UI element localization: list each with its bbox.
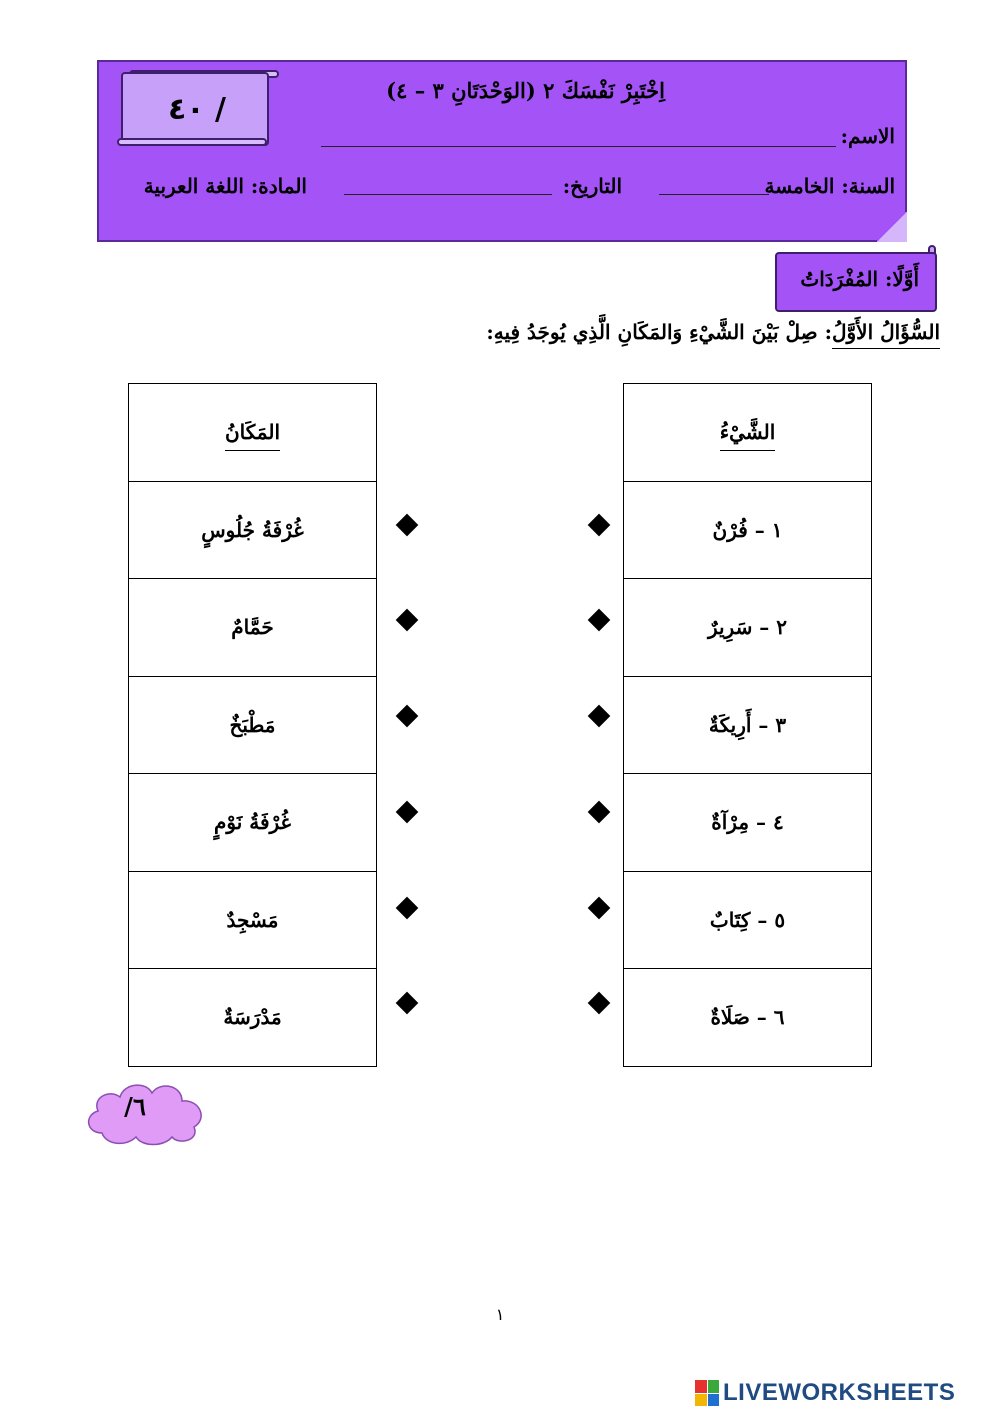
question-line — [486, 320, 940, 344]
thing-match-dot[interactable] — [588, 514, 611, 537]
subject-label: المادة: اللغة العربية — [143, 174, 307, 198]
thing-item: ٣ – أَرِيكَةٌ — [624, 676, 872, 774]
place-match-dot[interactable] — [396, 514, 419, 537]
thing-item: ١ – فُرْنٌ — [624, 481, 872, 579]
scroll-roll-bottom — [117, 138, 267, 146]
thing-match-dot[interactable] — [588, 609, 611, 632]
place-match-dot[interactable] — [396, 609, 419, 632]
things-header: الشَّيْءُ — [720, 420, 776, 451]
place-item: غُرْفَةُ جُلُوسٍ — [129, 481, 377, 579]
place-match-dot[interactable] — [396, 705, 419, 728]
watermark-text: LIVEWORKSHEETS — [723, 1379, 956, 1406]
year-label: السنة: الخامسة — [764, 174, 895, 198]
thing-item: ٤ – مِرْآةٌ — [624, 774, 872, 872]
date-field[interactable] — [344, 194, 552, 195]
thing-match-dot[interactable] — [588, 705, 611, 728]
date-label: التاريخ: — [562, 174, 622, 198]
question-text: : صِلْ بَيْنَ الشَّيْءِ وَالمَكَانِ الَّذِي يُوجَدُ فِيهِ: — [486, 320, 832, 344]
header-banner — [97, 60, 907, 242]
test-title: اِخْتَبِرْ نَفْسَكَ ٢ (الوَحْدَتَانِ ٣ – ٤) — [386, 78, 665, 103]
thing-match-dot[interactable] — [588, 992, 611, 1015]
thing-match-dot[interactable] — [588, 801, 611, 824]
section-tag — [775, 252, 937, 312]
name-field[interactable] — [321, 146, 836, 147]
place-item: مَسْجِدٌ — [129, 871, 377, 969]
place-item: مَدْرَسَةٌ — [129, 969, 377, 1067]
year-field[interactable] — [659, 194, 769, 195]
section-score: ٦/ — [124, 1092, 146, 1121]
liveworksheets-watermark — [695, 1378, 955, 1408]
places-header-cell — [129, 384, 377, 482]
thing-item: ٥ – كِتَابٌ — [624, 871, 872, 969]
name-label: الاسم: — [840, 124, 895, 148]
place-item: غُرْفَةُ نَوْمٍ — [129, 774, 377, 872]
total-score: / ٤٠ — [167, 92, 227, 127]
thing-item: ٢ – سَرِيرٌ — [624, 579, 872, 677]
things-header-cell — [624, 384, 872, 482]
place-item: مَطْبَخٌ — [129, 676, 377, 774]
score-scroll-box — [121, 72, 269, 146]
place-match-dot[interactable] — [396, 992, 419, 1015]
page-number: ١ — [495, 1305, 505, 1324]
place-match-dot[interactable] — [396, 897, 419, 920]
places-table — [128, 383, 377, 1067]
place-item: حَمَّامٌ — [129, 579, 377, 677]
places-header: المَكَانُ — [225, 420, 280, 451]
thing-match-dot[interactable] — [588, 897, 611, 920]
things-table — [623, 383, 872, 1067]
thing-item: ٦ – صَلَاةٌ — [624, 969, 872, 1067]
place-match-dot[interactable] — [396, 801, 419, 824]
section-title: أَوَّلًا: المُفْرَدَاتُ — [800, 267, 919, 291]
page-curl-corner — [877, 212, 907, 242]
liveworksheets-logo-icon — [695, 1380, 719, 1406]
question-label: السُّؤَالُ الأَوَّلُ — [832, 320, 940, 349]
